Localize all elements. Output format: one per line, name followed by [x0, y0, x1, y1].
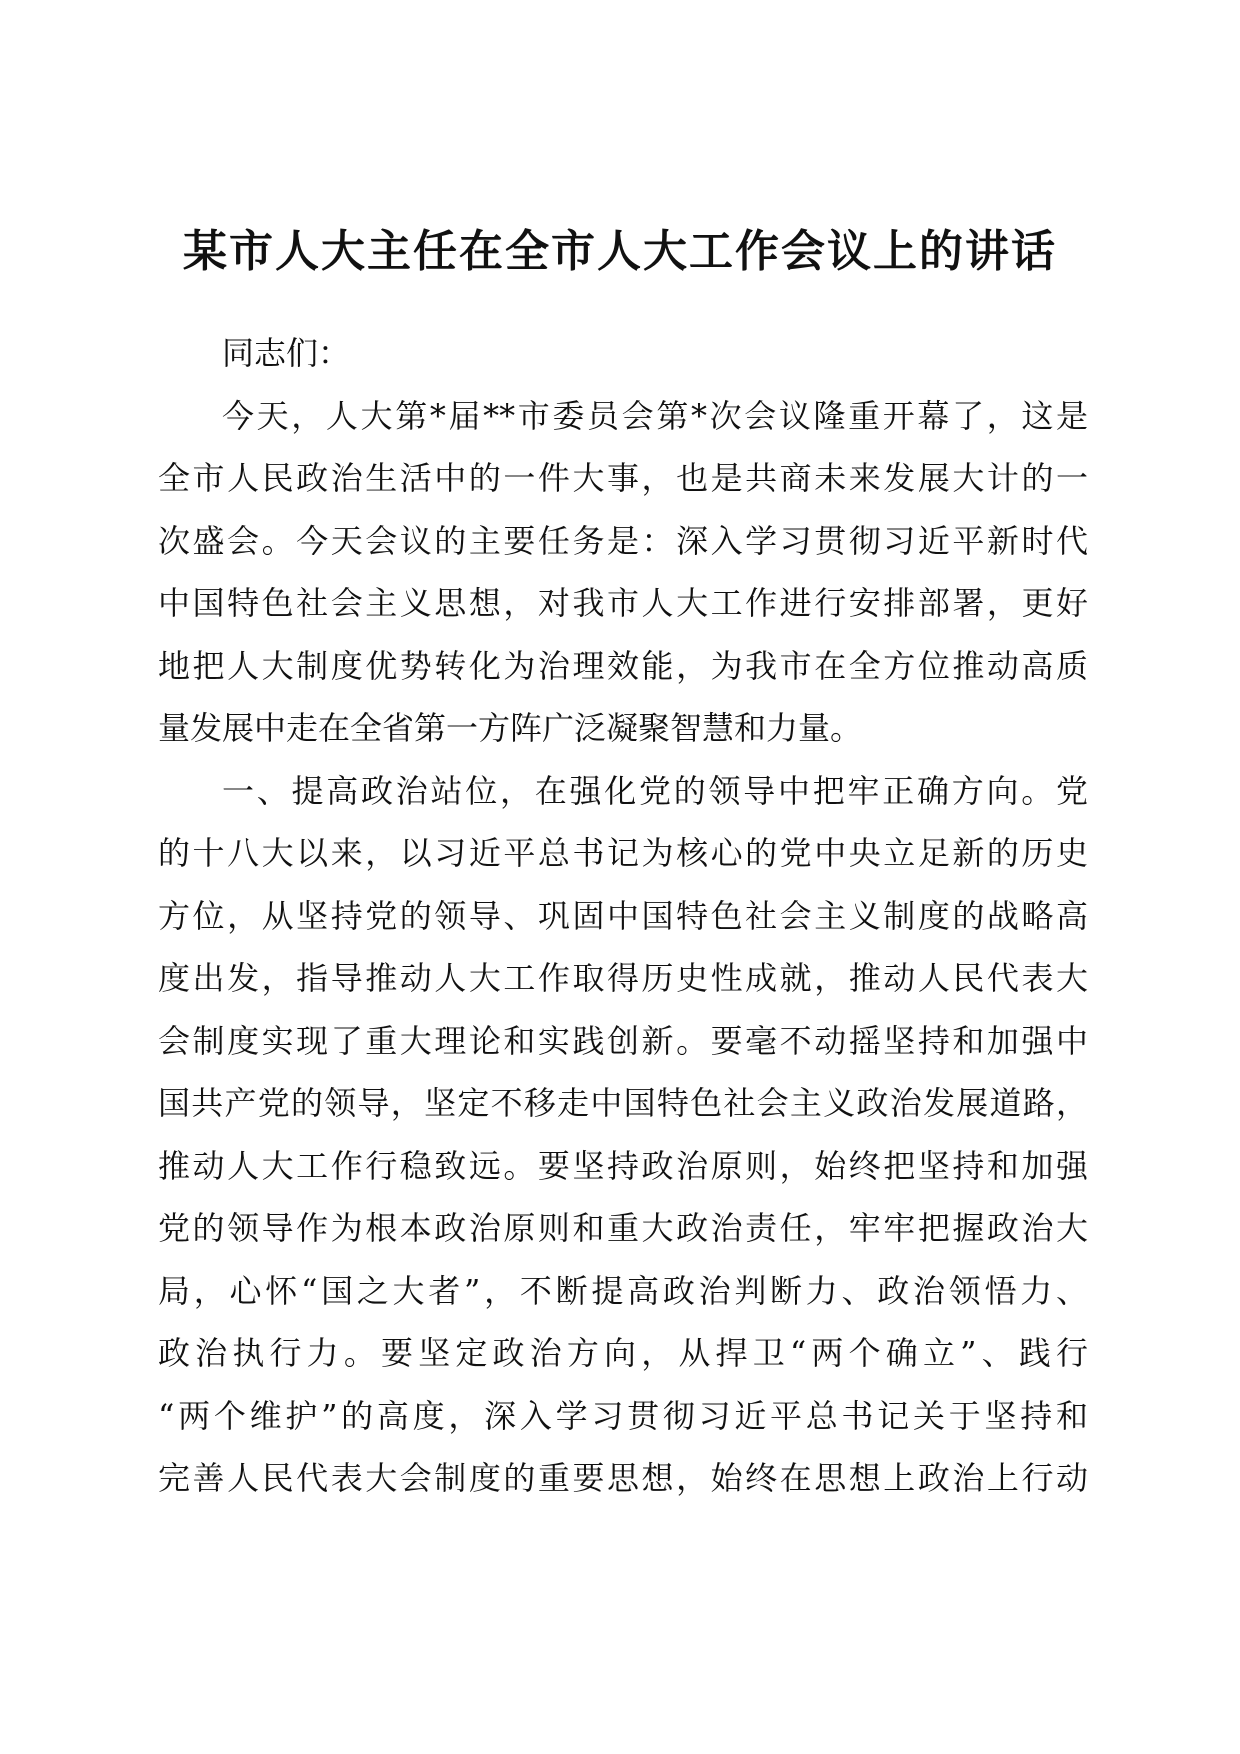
body-line: 度出发，指导推动人大工作取得历史性成就，推动人民代表大 [158, 959, 1088, 997]
body-line: 的十八大以来，以习近平总书记为核心的党中央立足新的历史 [158, 834, 1088, 872]
body-line: 今天，人大第*届**市委员会第*次会议隆重开幕了，这是 [222, 396, 1088, 435]
body-line: 方位，从坚持党的领导、巩固中国特色社会主义制度的战略高 [158, 896, 1088, 935]
body-line: “两个维护”的高度，深入学习贯彻习近平总书记关于坚持和 [158, 1396, 1088, 1435]
body-line: 次盛会。今天会议的主要任务是：深入学习贯彻习近平新时代 [158, 521, 1088, 560]
document-title: 某市人大主任在全市人大工作会议上的讲话 [183, 226, 1057, 277]
body-line: 中国特色社会主义思想，对我市人大工作进行安排部署，更好 [158, 584, 1088, 622]
body-line: 完善人民代表大会制度的重要思想，始终在思想上政治上行动 [158, 1459, 1088, 1497]
body-line: 量发展中走在全省第一方阵广泛凝聚智慧和力量。 [158, 709, 863, 747]
section-heading-line: 一、提高政治站位，在强化党的领导中把牢正确方向。党 [222, 771, 1088, 810]
body-line: 国共产党的领导，坚定不移走中国特色社会主义政治发展道路， [158, 1084, 1088, 1122]
body-line: 地把人大制度优势转化为治理效能，为我市在全方位推动高质 [158, 646, 1088, 685]
body-line: 会制度实现了重大理论和实践创新。要毫不动摇坚持和加强中 [158, 1021, 1088, 1060]
body-line: 全市人民政治生活中的一件大事，也是共商未来发展大计的一 [158, 459, 1088, 497]
salutation-line: 同志们： [222, 334, 351, 372]
document-body [158, 322, 1088, 1510]
body-line: 政治执行力。要坚定政治方向，从捍卫“两个确立”、践行 [158, 1334, 1088, 1372]
body-line: 局，心怀“国之大者”，不断提高政治判断力、政治领悟力、 [158, 1271, 1088, 1310]
body-line: 推动人大工作行稳致远。要坚持政治原则，始终把坚持和加强 [158, 1146, 1088, 1185]
body-line: 党的领导作为根本政治原则和重大政治责任，牢牢把握政治大 [158, 1209, 1088, 1247]
